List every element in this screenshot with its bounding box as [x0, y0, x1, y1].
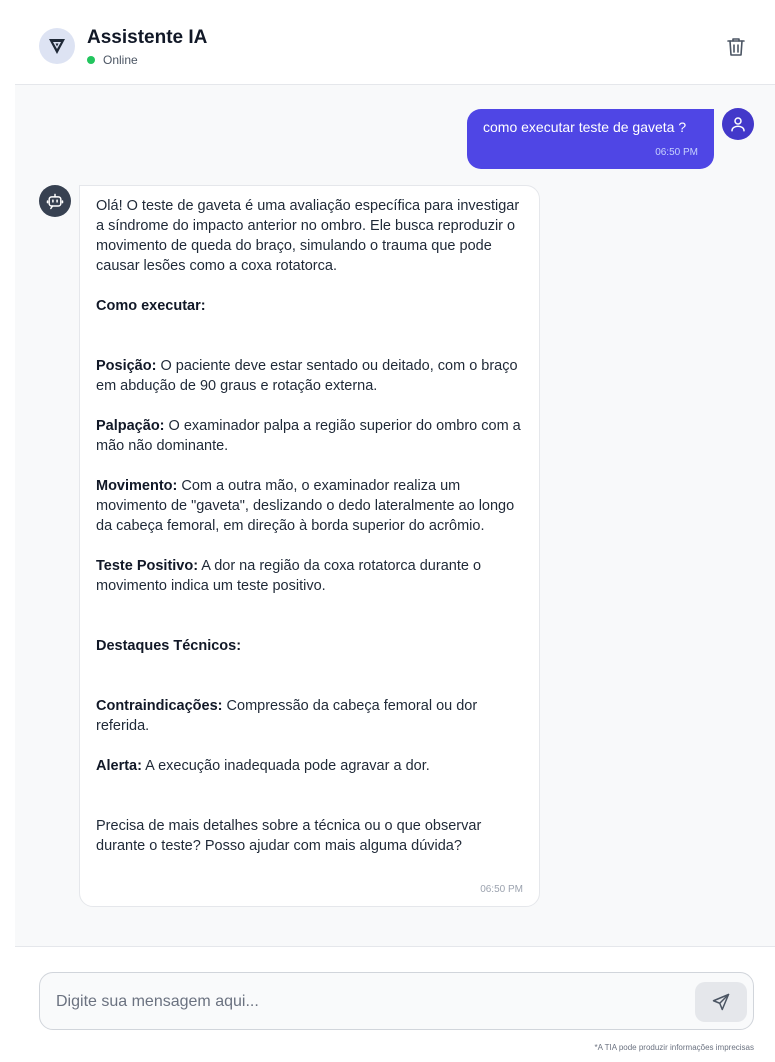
online-dot-icon	[87, 56, 95, 64]
user-message-text: como executar teste de gaveta ?	[483, 119, 687, 135]
disclaimer-text: *A TIA pode produzir informações imprecisas	[594, 1043, 754, 1052]
movement-item: Movimento: Com a outra mão, o examinador realiza um movimento de "gaveta", deslizando o dedo lateralmente ao longo da cabeça femoral, em direção à borda superior do acrômio.	[96, 478, 515, 534]
bot-message-time: 06:50 PM	[480, 884, 523, 895]
page-title: Assistente IA	[87, 27, 208, 48]
user-message-time: 06:50 PM	[655, 147, 698, 158]
how-heading: Como executar:	[96, 298, 206, 314]
bot-message	[79, 185, 540, 907]
message-composer	[39, 972, 754, 1030]
trash-icon[interactable]	[724, 35, 748, 59]
bot-closing: Precisa de mais detalhes sobre a técnica ou o que observar durante o teste? Posso ajudar com mais alguma dúvida?	[96, 818, 482, 854]
palpation-item: Palpação: O examinador palpa a região superior do ombro com a mão não dominante.	[96, 418, 521, 454]
brand-logo-icon	[39, 28, 75, 64]
contraindications-item: Contraindicações: Compressão da cabeça femoral ou dor referida.	[96, 698, 478, 734]
chat-messages[interactable]	[15, 85, 775, 947]
chat-header	[15, 0, 775, 85]
status-indicator	[87, 53, 138, 67]
bot-intro: Olá! O teste de gaveta é uma avaliação específica para investigar a síndrome do impacto anterior no ombro. Ele busca reproduzir o movimento de queda do braço, simulando o trauma que pode causar lesões como a coxa rotatorca.	[96, 198, 520, 274]
user-icon	[722, 108, 754, 140]
user-message	[467, 109, 714, 169]
message-input[interactable]	[56, 987, 676, 1017]
position-item: Posição: O paciente deve estar sentado ou deitado, com o braço em abdução de 90 graus e rotação externa.	[96, 358, 518, 394]
bot-icon	[39, 185, 71, 217]
highlights-heading: Destaques Técnicos:	[96, 638, 242, 654]
positive-test-item: Teste Positivo: A dor na região da coxa rotatorca durante o movimento indica um teste positivo.	[96, 558, 482, 594]
alert-item: Alerta: A execução inadequada pode agravar a dor.	[96, 758, 430, 774]
status-text: Online	[103, 53, 138, 67]
send-icon	[711, 992, 731, 1012]
send-button[interactable]	[695, 982, 747, 1022]
